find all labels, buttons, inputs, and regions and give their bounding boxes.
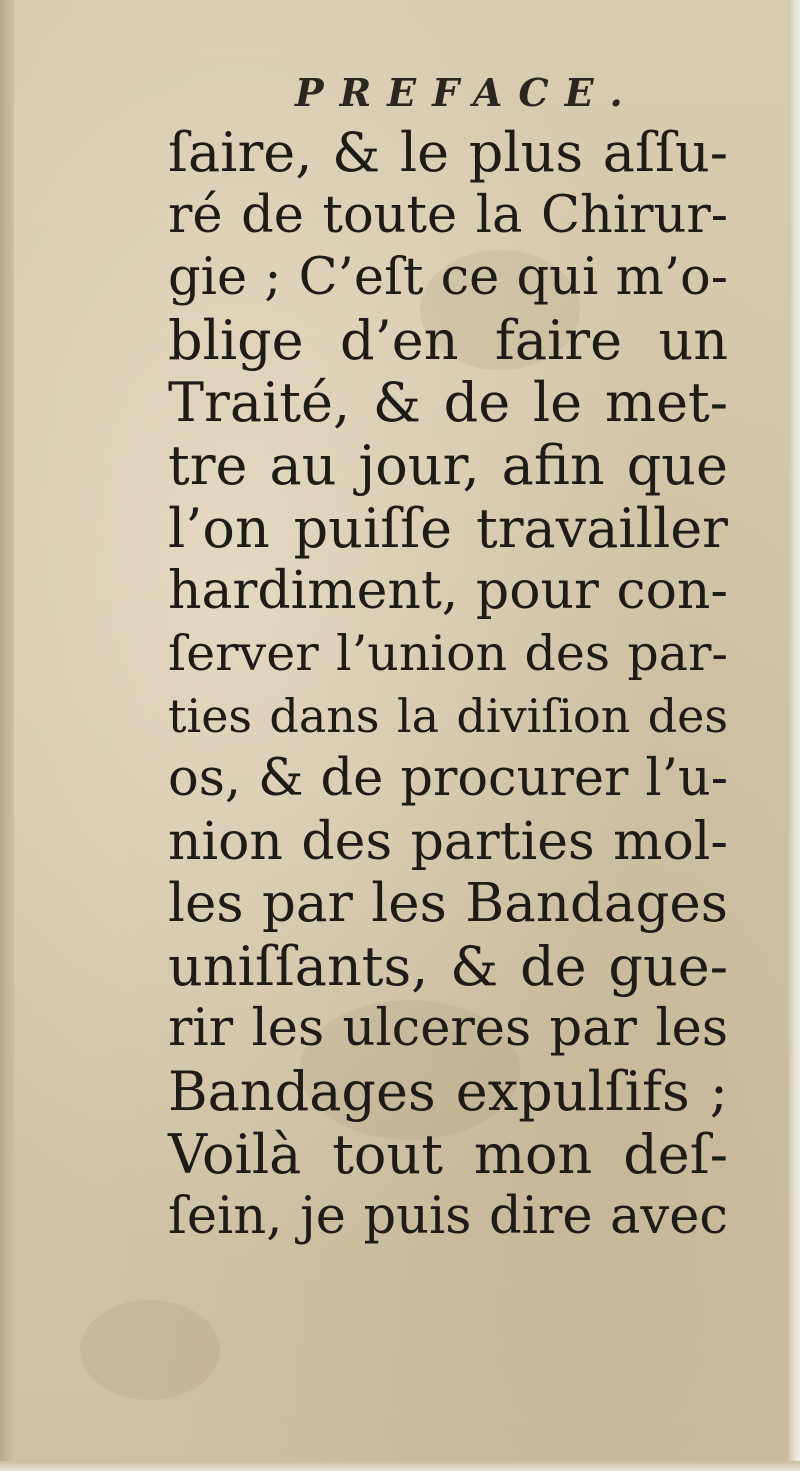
text-line: l’on puiſſe travailler (168, 496, 728, 560)
text-line: uniſſants, & de gue- (168, 934, 728, 998)
text-line: les par les Bandages (168, 873, 728, 935)
text-line: ſaire, & le plus aſſu- (168, 121, 728, 184)
text-line: ſein, je puis dire avec (168, 1187, 728, 1247)
text-line: Traité, & de le met- (168, 371, 728, 435)
text-line: hardiment, pour con- (168, 561, 728, 622)
page-left-edge (0, 0, 14, 1471)
text-line: os, & de procurer l’u- (168, 748, 728, 808)
paper-stain (80, 1300, 220, 1400)
page-bottom-edge (0, 1461, 800, 1471)
text-line: blige d’en faire un (168, 308, 728, 372)
running-header: PREFACE. (295, 70, 639, 115)
text-line: ré de toute la Chirur- (168, 185, 728, 245)
text-line: nion des parties mol- (168, 811, 728, 872)
text-line: ſerver l’union des par- (168, 624, 728, 682)
page-right-edge (788, 0, 800, 1471)
body-text (168, 122, 728, 1249)
text-line: tre au jour, afin que (168, 433, 728, 497)
text-line: ties dans la diviſion des (168, 689, 728, 744)
text-line: rir les ulceres par les (168, 999, 728, 1059)
text-line: Voilà tout mon deſ- (168, 1122, 728, 1186)
text-line: Bandages expulſifs ; (168, 1059, 728, 1123)
text-line: gie ; C’eſt ce qui m’o- (168, 248, 728, 308)
